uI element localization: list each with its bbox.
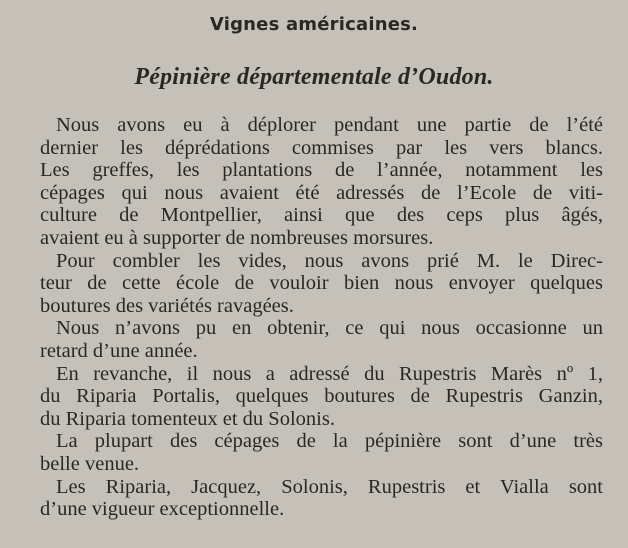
body-text	[40, 114, 603, 521]
text-line: Les greffes, les plantations de l’année, notamment les	[40, 159, 603, 182]
text-line: belle venue.	[40, 452, 140, 475]
text-line: Nous avons eu à déplorer pendant une partie de l’été	[56, 114, 603, 136]
document-subtitle: Pépinière départementale d’Oudon.	[134, 64, 494, 90]
text-line: boutures des variétés ravagées.	[40, 294, 294, 317]
text-line: En revanche, il nous a adressé du Rupestris Marès nº 1,	[56, 362, 603, 385]
text-line: d’une vigueur exceptionnelle.	[40, 498, 285, 521]
text-line: Les Riparia, Jacquez, Solonis, Rupestris et Vialla sont	[56, 475, 603, 498]
text-line: avaient eu à supporter de nombreuses morsures.	[40, 226, 434, 249]
text-line: culture de Montpellier, ainsi que des ceps plus âgés,	[40, 204, 603, 227]
text-line: du Riparia Portalis, quelques boutures de Rupestris Ganzin,	[40, 385, 603, 408]
text-line: teur de cette école de vouloir bien nous envoyer quelques	[40, 272, 603, 295]
text-line: retard d’une année.	[40, 339, 198, 362]
text-line: La plupart des cépages de la pépinière sont d’une très	[56, 430, 603, 453]
text-line: dernier les déprédations commises par les vers blancs.	[40, 136, 603, 159]
text-line: Nous n’avons pu en obtenir, ce qui nous occasionne un	[56, 317, 603, 340]
document-title: Vignes américaines.	[209, 14, 419, 35]
text-line: du Riparia tomenteux et du Solonis.	[40, 407, 335, 430]
text-line: cépages qui nous avaient été adressés de l’Ecole de viti-	[40, 181, 603, 204]
text-line: Pour combler les vides, nous avons prié M. le Direc-	[56, 249, 603, 272]
